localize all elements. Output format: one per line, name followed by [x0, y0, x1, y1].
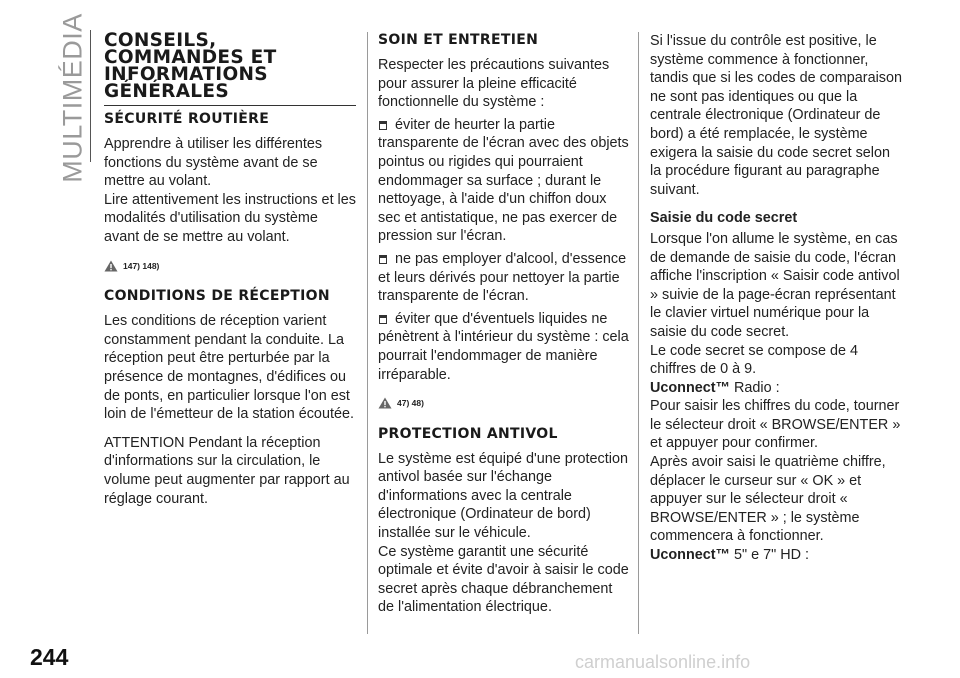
uconnect-hd-line: Uconnect™ 5" e 7" HD : — [650, 547, 809, 564]
column-1 — [104, 32, 356, 508]
column-2 — [378, 32, 630, 617]
warning-reference — [378, 394, 630, 413]
paragraph: Si l'issue du contrôle est positive, le système commence à fonctionner, tandis que si les codes de comparaison ne sont pas identiques ou que la centrale électronique (Ordinateur de bord) a été remplacée, le système exigera la saisie du code secret selon la procédure figurant au paragraphe suivant. — [650, 33, 902, 198]
warning-triangle-icon — [378, 397, 392, 409]
section-tab-label: MULTIMÉDIA — [57, 13, 88, 183]
chapter-title-rule — [104, 105, 356, 106]
uconnect-label: Uconnect™ — [650, 547, 730, 564]
list-item: éviter de heurter la partie transparente de l'écran avec des objets pointus ou rigides qui pourraient endommager sa surface ; durant le nettoyage, à l'aide d'un chiffon doux sec et antistatique, ne pas exercer de pression sur l'écran. — [378, 116, 629, 245]
warning-refs: 147) 148) — [123, 260, 160, 271]
attention-note: ATTENTION Pendant la réception d'informations sur la circulation, le volume peut augmenter par rapport au réglage courant. — [104, 434, 350, 507]
paragraph: Après avoir saisi le quatrième chiffre, déplacer le curseur sur « OK » et appuyer sur le sélecteur droit « BROWSE/ENTER » ; le système commencera à fonctionner. — [650, 454, 886, 545]
list-item: ne pas employer d'alcool, d'essence et leurs dérivés pour nettoyer la partie transparente de l'écran. — [378, 250, 627, 305]
page-number: 244 — [30, 644, 69, 670]
section-tab — [56, 13, 90, 183]
column-divider — [638, 32, 639, 634]
chapter-title: CONSEILS, COMMANDES ET INFORMATIONS GÉNÉRALES — [104, 30, 277, 102]
warning-triangle-icon — [104, 260, 118, 272]
paragraph: Apprendre à utiliser les différentes fonctions du système avant de se mettre au volant. — [104, 136, 323, 190]
uconnect-label: Uconnect™ — [650, 379, 730, 396]
list-item: éviter que d'éventuels liquides ne pénètrent à l'intérieur du système : cela pourrait l'endommager de manière irréparable. — [378, 310, 629, 383]
section-heading-road-safety: SÉCURITÉ ROUTIÈRE — [104, 111, 270, 127]
warning-refs: 47) 48) — [397, 398, 424, 409]
paragraph: Le code secret se compose de 4 chiffres de 0 à 9. — [650, 342, 858, 378]
paragraph: Pour saisir les chiffres du code, tourner le sélecteur droit « BROWSE/ENTER » et appuyer pour confirmer. — [650, 398, 901, 452]
uconnect-radio-line: Uconnect™ Radio : — [650, 379, 780, 396]
bullet-box-icon — [379, 255, 387, 264]
bullet-box-icon — [379, 315, 387, 324]
section-heading-antitheft: PROTECTION ANTIVOL — [378, 425, 558, 442]
warning-reference — [104, 257, 356, 276]
bullet-box-icon — [379, 121, 387, 130]
column-divider — [367, 32, 368, 634]
watermark: carmanualsonline.info — [575, 652, 751, 672]
section-tab-rule — [90, 30, 91, 162]
paragraph: Respecter les précautions suivantes pour assurer la pleine efficacité fonctionnelle du système : — [378, 57, 610, 111]
column-3 — [650, 32, 902, 565]
paragraph: Les conditions de réception varient constamment pendant la conduite. La réception peut être perturbée par la présence de montagnes, d'édifices ou de ponts, en particulier lorsque l'on est loin de l'émetteur de la station écoutée. — [104, 313, 354, 423]
subheading-secret-code: Saisie du code secret — [650, 210, 798, 227]
paragraph: Lorsque l'on allume le système, en cas de demande de saisie du code, l'écran affiche l'inscription « Saisir code antivol » suivie de la page-écran représentant le clavier virtuel numérique pour la saisie du code secret. — [650, 230, 900, 340]
section-heading-reception: CONDITIONS DE RÉCEPTION — [104, 288, 330, 305]
paragraph: Ce système garantit une sécurité optimale et évite d'avoir à saisir le code secret après chaque débranchement de l'alimentation électrique. — [378, 543, 629, 616]
section-heading-care: SOIN ET ENTRETIEN — [378, 32, 539, 48]
paragraph: Lire attentivement les instructions et les modalités d'utilisation du système avant de se mettre au volant. — [104, 191, 356, 245]
paragraph: Le système est équipé d'une protection antivol basée sur l'échange d'informations avec la centrale électronique (Ordinateur de bord) installée sur le véhicule. — [378, 450, 628, 542]
